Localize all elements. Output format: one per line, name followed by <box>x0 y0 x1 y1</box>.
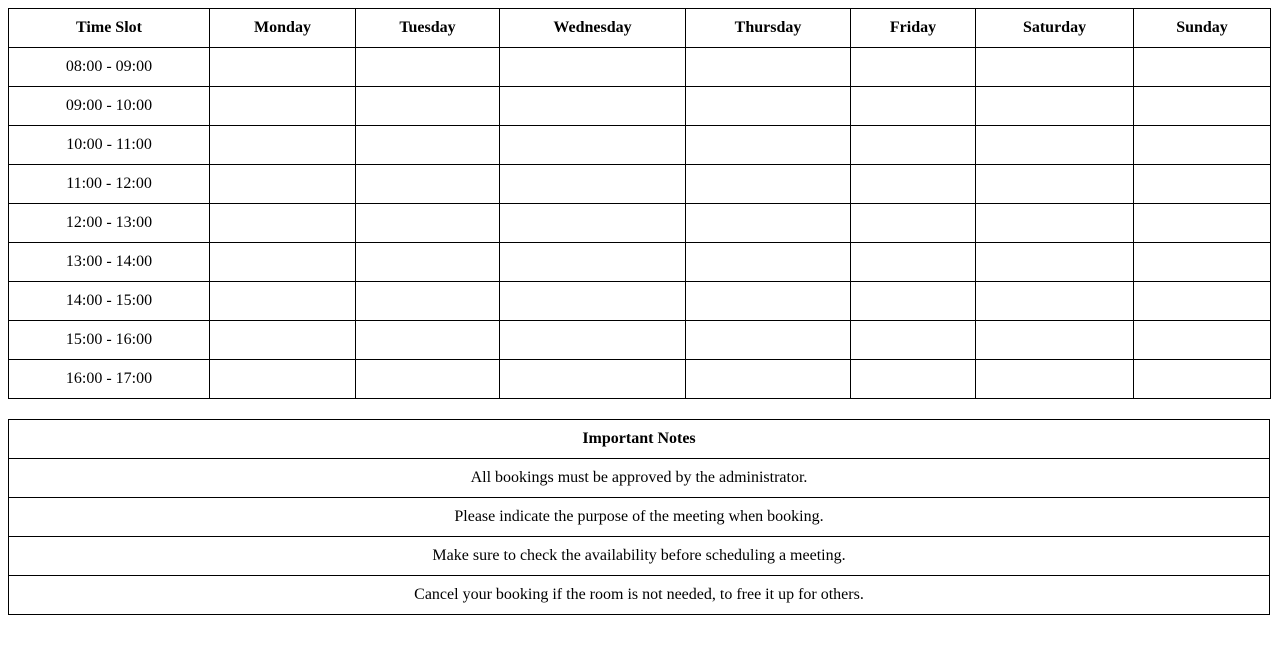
booking-cell-thursday[interactable] <box>686 48 851 87</box>
booking-cell-wednesday[interactable] <box>500 126 686 165</box>
note-text: All bookings must be approved by the administrator. <box>9 459 1270 498</box>
booking-cell-friday[interactable] <box>851 87 976 126</box>
booking-schedule-table <box>8 8 1271 399</box>
booking-cell-monday[interactable] <box>210 360 356 399</box>
booking-cell-friday[interactable] <box>851 243 976 282</box>
booking-cell-monday[interactable] <box>210 48 356 87</box>
header-monday: Monday <box>210 9 356 48</box>
booking-cell-tuesday[interactable] <box>356 87 500 126</box>
booking-cell-friday[interactable] <box>851 165 976 204</box>
booking-cell-saturday[interactable] <box>976 165 1134 204</box>
booking-cell-saturday[interactable] <box>976 87 1134 126</box>
time-slot-label: 16:00 - 17:00 <box>9 360 210 399</box>
booking-cell-wednesday[interactable] <box>500 360 686 399</box>
booking-cell-saturday[interactable] <box>976 204 1134 243</box>
booking-cell-sunday[interactable] <box>1134 321 1271 360</box>
time-slot-label: 08:00 - 09:00 <box>9 48 210 87</box>
time-slot-row <box>9 204 1271 243</box>
booking-cell-sunday[interactable] <box>1134 243 1271 282</box>
booking-cell-saturday[interactable] <box>976 282 1134 321</box>
header-saturday: Saturday <box>976 9 1134 48</box>
booking-cell-wednesday[interactable] <box>500 321 686 360</box>
booking-cell-tuesday[interactable] <box>356 165 500 204</box>
booking-cell-sunday[interactable] <box>1134 87 1271 126</box>
booking-cell-monday[interactable] <box>210 282 356 321</box>
booking-cell-thursday[interactable] <box>686 360 851 399</box>
time-slot-label: 10:00 - 11:00 <box>9 126 210 165</box>
note-text: Make sure to check the availability before scheduling a meeting. <box>9 537 1270 576</box>
booking-cell-saturday[interactable] <box>976 321 1134 360</box>
booking-cell-tuesday[interactable] <box>356 282 500 321</box>
booking-cell-sunday[interactable] <box>1134 282 1271 321</box>
time-slot-row <box>9 126 1271 165</box>
time-slot-label: 11:00 - 12:00 <box>9 165 210 204</box>
booking-cell-friday[interactable] <box>851 282 976 321</box>
time-slot-label: 09:00 - 10:00 <box>9 87 210 126</box>
booking-cell-thursday[interactable] <box>686 282 851 321</box>
notes-header-row <box>9 420 1270 459</box>
booking-cell-wednesday[interactable] <box>500 48 686 87</box>
booking-cell-thursday[interactable] <box>686 321 851 360</box>
booking-cell-friday[interactable] <box>851 321 976 360</box>
header-thursday: Thursday <box>686 9 851 48</box>
header-sunday: Sunday <box>1134 9 1271 48</box>
booking-cell-sunday[interactable] <box>1134 204 1271 243</box>
booking-cell-tuesday[interactable] <box>356 321 500 360</box>
time-slot-row <box>9 360 1271 399</box>
booking-cell-tuesday[interactable] <box>356 48 500 87</box>
header-time-slot: Time Slot <box>9 9 210 48</box>
booking-cell-friday[interactable] <box>851 360 976 399</box>
time-slot-label: 14:00 - 15:00 <box>9 282 210 321</box>
time-slot-label: 13:00 - 14:00 <box>9 243 210 282</box>
note-row <box>9 576 1270 615</box>
note-row <box>9 498 1270 537</box>
booking-cell-saturday[interactable] <box>976 243 1134 282</box>
schedule-header-row <box>9 9 1271 48</box>
important-notes-table <box>8 419 1270 615</box>
booking-cell-monday[interactable] <box>210 87 356 126</box>
booking-cell-friday[interactable] <box>851 126 976 165</box>
booking-cell-saturday[interactable] <box>976 126 1134 165</box>
booking-cell-monday[interactable] <box>210 165 356 204</box>
time-slot-row <box>9 165 1271 204</box>
booking-cell-thursday[interactable] <box>686 126 851 165</box>
booking-cell-tuesday[interactable] <box>356 243 500 282</box>
booking-cell-thursday[interactable] <box>686 165 851 204</box>
note-text: Please indicate the purpose of the meeting when booking. <box>9 498 1270 537</box>
booking-cell-saturday[interactable] <box>976 360 1134 399</box>
time-slot-row <box>9 321 1271 360</box>
header-friday: Friday <box>851 9 976 48</box>
booking-cell-sunday[interactable] <box>1134 48 1271 87</box>
booking-cell-saturday[interactable] <box>976 48 1134 87</box>
note-text: Cancel your booking if the room is not needed, to free it up for others. <box>9 576 1270 615</box>
note-row <box>9 459 1270 498</box>
booking-cell-monday[interactable] <box>210 204 356 243</box>
header-tuesday: Tuesday <box>356 9 500 48</box>
time-slot-row <box>9 282 1271 321</box>
booking-cell-friday[interactable] <box>851 48 976 87</box>
booking-cell-thursday[interactable] <box>686 87 851 126</box>
booking-cell-wednesday[interactable] <box>500 165 686 204</box>
booking-cell-tuesday[interactable] <box>356 360 500 399</box>
booking-cell-sunday[interactable] <box>1134 360 1271 399</box>
booking-cell-tuesday[interactable] <box>356 126 500 165</box>
booking-cell-wednesday[interactable] <box>500 282 686 321</box>
booking-cell-thursday[interactable] <box>686 243 851 282</box>
time-slot-label: 12:00 - 13:00 <box>9 204 210 243</box>
booking-cell-wednesday[interactable] <box>500 243 686 282</box>
time-slot-row <box>9 48 1271 87</box>
booking-cell-monday[interactable] <box>210 243 356 282</box>
booking-cell-friday[interactable] <box>851 204 976 243</box>
booking-cell-wednesday[interactable] <box>500 204 686 243</box>
booking-cell-thursday[interactable] <box>686 204 851 243</box>
booking-cell-monday[interactable] <box>210 321 356 360</box>
booking-cell-monday[interactable] <box>210 126 356 165</box>
booking-cell-tuesday[interactable] <box>356 204 500 243</box>
booking-cell-wednesday[interactable] <box>500 87 686 126</box>
time-slot-row <box>9 243 1271 282</box>
notes-title: Important Notes <box>9 420 1270 459</box>
time-slot-label: 15:00 - 16:00 <box>9 321 210 360</box>
header-wednesday: Wednesday <box>500 9 686 48</box>
booking-cell-sunday[interactable] <box>1134 165 1271 204</box>
time-slot-row <box>9 87 1271 126</box>
booking-cell-sunday[interactable] <box>1134 126 1271 165</box>
note-row <box>9 537 1270 576</box>
